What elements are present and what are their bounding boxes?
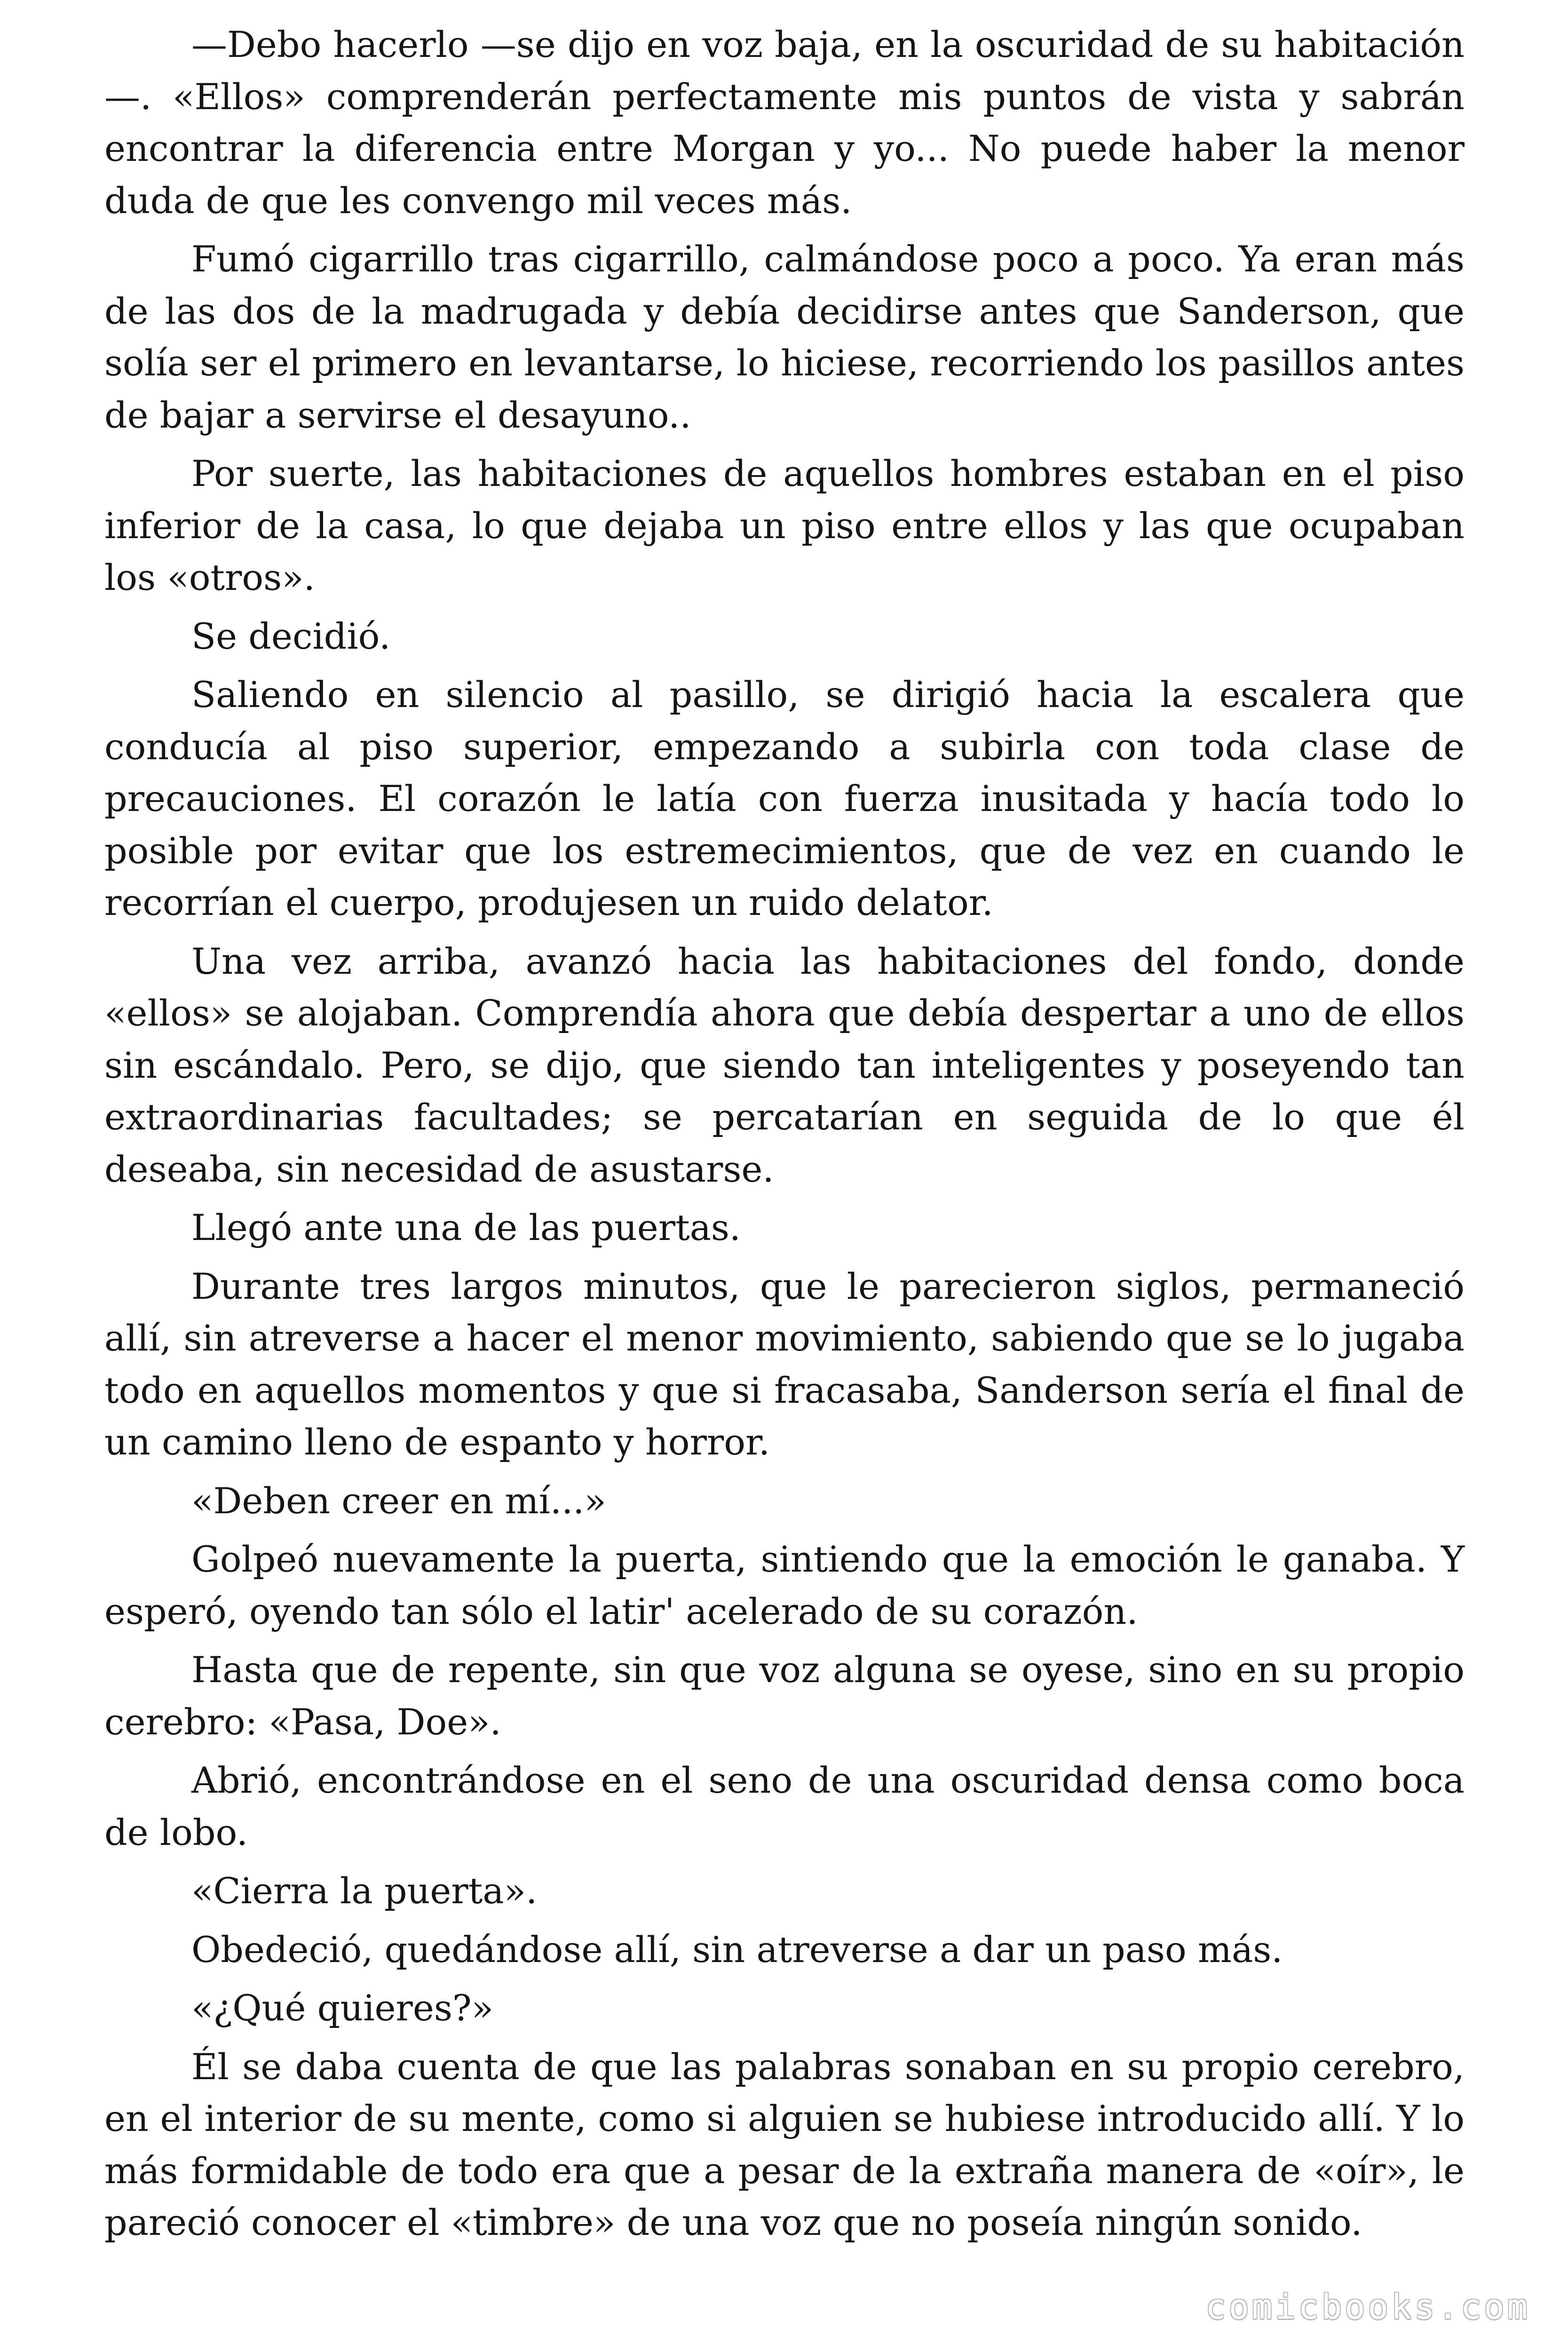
paragraph: Hasta que de repente, sin que voz alguna se oyese, sino en su propio cerebro: «Pasa, Doe». — [104, 1649, 1465, 1743]
paragraph: Una vez arriba, avanzó hacia las habitaciones del fondo, donde «ellos» se alojaban. Comprendía ahora que debía despertar a uno de ellos sin escándalo. Pero, se dijo, que siendo tan inteligentes y poseyendo tan extraordinarias facultades; se percatarían en seguida de lo que él deseaba, sin necesidad de asustarse. — [104, 940, 1465, 1190]
paragraph: Fumó cigarrillo tras cigarrillo, calmándose poco a poco. Ya eran más de las dos de la madrugada y debía decidirse antes que Sanderson, que solía ser el primero en levantarse, lo hiciese, recorriendo los pasillos antes de bajar a servirse el desayuno.. — [104, 238, 1465, 436]
paragraph: Se decidió. — [191, 615, 391, 657]
watermark-logo: comicbooks.com — [1205, 2287, 1530, 2327]
paragraph: «Cierra la puerta». — [191, 1870, 538, 1912]
paragraph: Llegó ante una de las puertas. — [191, 1207, 741, 1248]
paragraph: —Debo hacerlo —se dijo en voz baja, en la oscuridad de su habitación—. «Ellos» comprenderán perfectamente mis puntos de vista y sabrán encontrar la diferencia entre Morgan y yo... No puede haber la menor duda de que les convengo mil veces más. — [104, 24, 1465, 222]
paragraph: Abrió, encontrándose en el seno de una oscuridad densa como boca de lobo. — [104, 1759, 1465, 1853]
paragraph: «¿Qué quieres?» — [191, 1987, 494, 2029]
paragraph: Obedeció, quedándose allí, sin atreverse a dar un paso más. — [191, 1928, 1283, 1971]
paragraph: «Deben creer en mí...» — [191, 1479, 606, 1522]
body-text — [104, 19, 1465, 2256]
paragraph: Por suerte, las habitaciones de aquellos hombres estaban en el piso inferior de la casa, lo que dejaba un piso entre ellos y las que ocupaban los «otros». — [104, 453, 1465, 598]
paragraph: Durante tres largos minutos, que le parecieron siglos, permaneció allí, sin atreverse a hacer el menor movimiento, sabiendo que se lo jugaba todo en aquellos momentos y que si fracasaba, Sanderson sería el final de un camino lleno de espanto y horror. — [104, 1265, 1465, 1463]
paragraph: Él se daba cuenta de que las palabras sonaban en su propio cerebro, en el interior de su mente, como si alguien se hubiese introducido allí. Y lo más formidable de todo era que a pesar de la extraña manera de «oír», le pareció conocer el «timbre» de una voz que no poseía ningún sonido. — [104, 2045, 1465, 2243]
paragraph: Saliendo en silencio al pasillo, se dirigió hacia la escalera que conducía al piso superior, empezando a subirla con toda clase de precauciones. El corazón le latía con fuerza inusitada y hacía todo lo posible por evitar que los estremecimientos, que de vez en cuando le recorrían el cuerpo, produjesen un ruido delator. — [104, 674, 1465, 923]
paragraph: Golpeó nuevamente la puerta, sintiendo que la emoción le ganaba. Y esperó, oyendo tan sólo el latir' acelerado de su corazón. — [104, 1538, 1465, 1632]
